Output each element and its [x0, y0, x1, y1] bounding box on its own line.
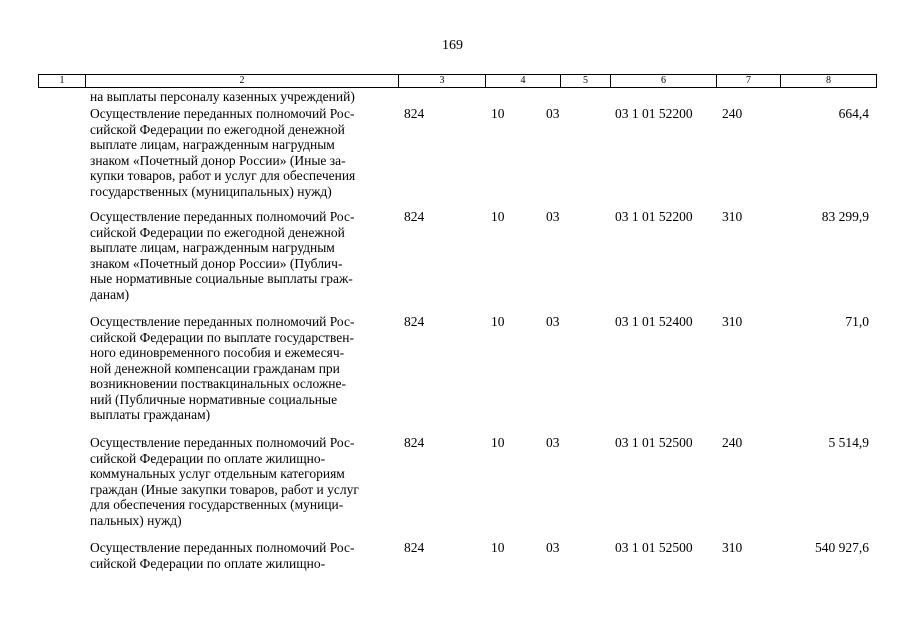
- description-line: сийской Федерации по выплате государствен-: [90, 329, 354, 345]
- description-line: знаком «Почетный донор России» (Иные за-: [90, 152, 346, 168]
- target-article-code: 03 1 01 52200: [615, 209, 693, 224]
- expense-type-code: 310: [722, 209, 743, 224]
- ministry-code: 824: [404, 209, 425, 224]
- description-line: сийской Федерации по ежегодной денежной: [90, 121, 345, 137]
- description-line: коммунальных услуг отдельным категориям: [90, 466, 345, 481]
- description-line: выплаты гражданам): [90, 407, 211, 422]
- description-line: Осуществление переданных полномочий Рос-: [90, 435, 355, 450]
- ministry-code: 824: [404, 540, 425, 555]
- target-article-code: 03 1 01 52500: [615, 540, 693, 555]
- section-code: 10: [491, 435, 505, 450]
- header-cell-1: 1: [59, 75, 65, 86]
- amount: 540 927,6: [815, 540, 869, 555]
- section-code: 10: [491, 106, 505, 121]
- description-line: Осуществление переданных полномочий Рос-: [90, 314, 355, 329]
- description-line: ной денежной компенсации гражданам при: [90, 360, 340, 376]
- target-article-code: 03 1 01 52200: [615, 106, 693, 121]
- subsection-code: 03: [546, 314, 560, 329]
- section-code: 10: [491, 314, 505, 329]
- description-line: знаком «Почетный донор России» (Публич-: [90, 255, 343, 271]
- subsection-code: 03: [546, 540, 560, 555]
- expense-type-code: 240: [722, 106, 743, 121]
- description-line: сийской Федерации по оплате жилищно-: [90, 555, 326, 571]
- amount: 664,4: [838, 106, 869, 121]
- page-number: 169: [442, 38, 463, 53]
- header-cell-6: 6: [610, 75, 716, 87]
- description-line: купки товаров, работ и услуг для обеспечения: [90, 168, 356, 183]
- header-cell-7: 7: [716, 75, 780, 87]
- description-line: данам): [90, 286, 130, 302]
- description-line: возникновении поствакцинальных осложне-: [90, 376, 346, 391]
- description-line: ные нормативные социальные выплаты граж-: [90, 271, 353, 286]
- ministry-code: 824: [404, 106, 425, 121]
- row-description: [90, 314, 392, 423]
- description-line: Осуществление переданных полномочий Рос-: [90, 209, 355, 224]
- subsection-code: 03: [546, 209, 560, 224]
- description-line: Осуществление переданных полномочий Рос-: [90, 106, 355, 121]
- table-header-row: [38, 74, 877, 88]
- description-line: пальных) нужд): [90, 512, 182, 528]
- section-code: 10: [491, 209, 505, 224]
- description-line: выплате лицам, награжденным нагрудным: [90, 137, 335, 152]
- description-line: государственных (муниципальных) нужд): [90, 183, 332, 199]
- expense-type-code: 240: [722, 435, 743, 450]
- row-description: [90, 540, 392, 571]
- subsection-code: 03: [546, 435, 560, 450]
- description-line: выплате лицам, награжденным нагрудным: [90, 240, 335, 255]
- expense-type-code: 310: [722, 540, 743, 555]
- description-line: граждан (Иные закупки товаров, работ и услуг: [90, 481, 359, 497]
- section-code: 10: [491, 540, 505, 555]
- description-line: Осуществление переданных полномочий Рос-: [90, 540, 355, 555]
- ministry-code: 824: [404, 435, 425, 450]
- description-line: сийской Федерации по оплате жилищно-: [90, 450, 326, 466]
- ministry-code: 824: [404, 314, 425, 329]
- header-cell-3: 3: [398, 75, 485, 87]
- subsection-code: 03: [546, 106, 560, 121]
- amount: 71,0: [845, 314, 869, 329]
- expense-type-code: 310: [722, 314, 743, 329]
- description-line: ний (Публичные нормативные социальные: [90, 391, 338, 407]
- row-description: [90, 209, 392, 302]
- amount: 5 514,9: [828, 435, 869, 450]
- description-line: для обеспечения государственных (муници-: [90, 497, 344, 512]
- header-cell-8: 8: [780, 75, 876, 87]
- row-description: [90, 435, 392, 528]
- description-line: ного единовременного пособия и ежемесяч-: [90, 345, 345, 360]
- header-cell-5: 5: [560, 75, 610, 87]
- target-article-code: 03 1 01 52400: [615, 314, 693, 329]
- header-cell-4: 4: [485, 75, 560, 87]
- continuation-text: [90, 89, 392, 105]
- header-cell-2: 2: [85, 75, 398, 87]
- amount: 83 299,9: [821, 209, 869, 224]
- target-article-code: 03 1 01 52500: [615, 435, 693, 450]
- continuation-line: на выплаты персоналу казенных учреждений): [90, 89, 355, 104]
- description-line: сийской Федерации по ежегодной денежной: [90, 224, 345, 240]
- row-description: [90, 106, 392, 199]
